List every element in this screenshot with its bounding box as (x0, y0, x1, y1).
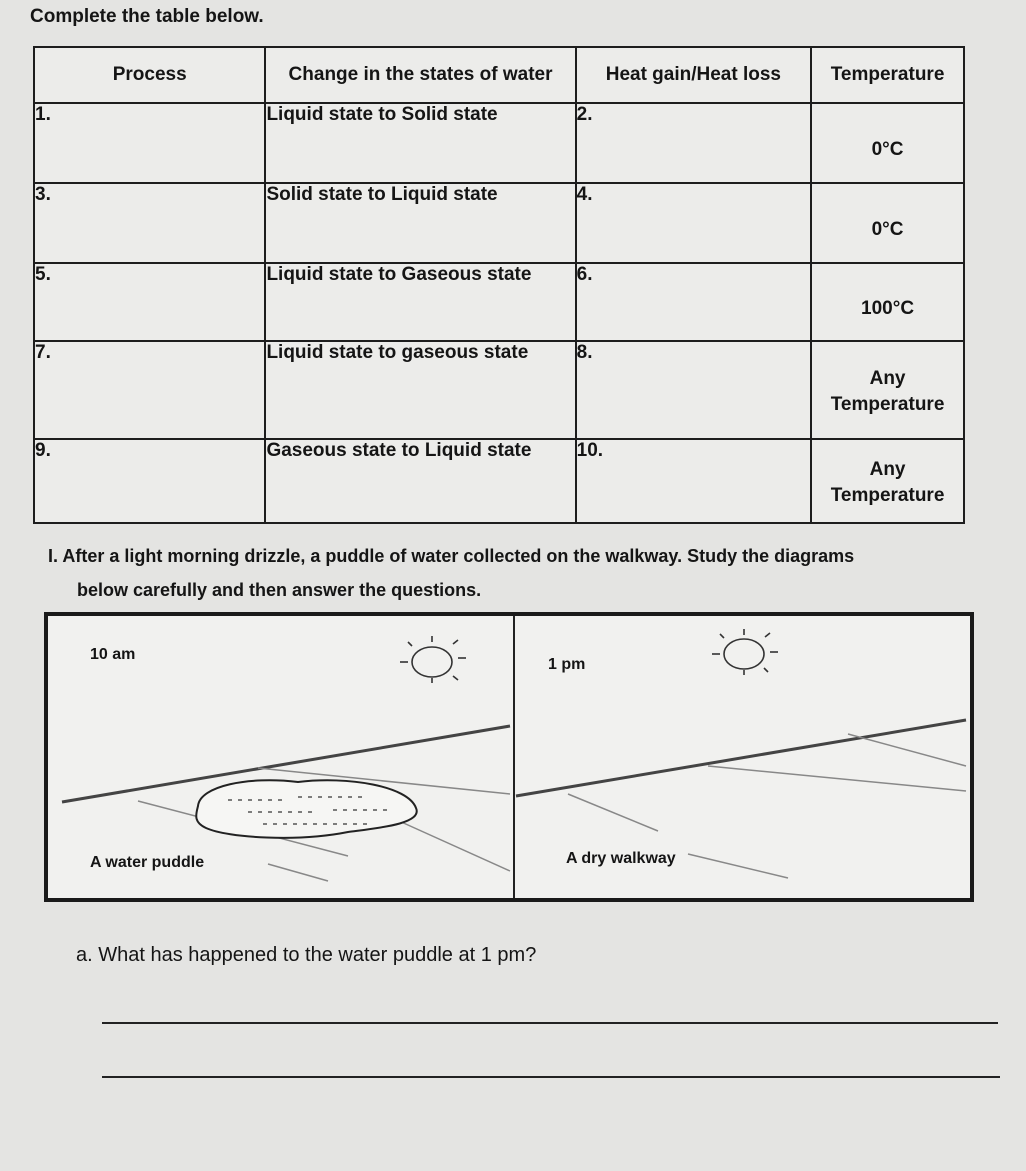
process-cell[interactable]: 3. (34, 183, 265, 263)
change-cell: Liquid state to gaseous state (265, 341, 575, 439)
answer-line[interactable] (102, 1076, 1000, 1078)
temperature-cell: Any Temperature (811, 439, 964, 523)
caption-dry-walkway: A dry walkway (566, 850, 676, 867)
temperature-cell: Any Temperature (811, 341, 964, 439)
heat-cell[interactable]: 8. (576, 341, 811, 439)
temperature-cell: 0°C (811, 103, 964, 183)
question-a: a. What has happened to the water puddle at 1 pm? (76, 944, 537, 966)
change-cell: Liquid state to Solid state (265, 103, 575, 183)
table-row (34, 183, 964, 263)
temperature-cell: 100°C (811, 263, 964, 341)
answer-line[interactable] (102, 1022, 998, 1024)
header-temperature: Temperature (811, 47, 964, 103)
instruction: Complete the table below. (30, 6, 264, 27)
heat-cell[interactable]: 4. (576, 183, 811, 263)
heat-cell[interactable]: 6. (576, 263, 811, 341)
walkway-line (388, 816, 510, 871)
question-intro: I. After a light morning drizzle, a puddle of water collected on the walkway. Study the diagrams (48, 546, 855, 566)
states-of-water-table (33, 46, 965, 524)
sun-icon (400, 636, 466, 683)
heat-cell[interactable]: 2. (576, 103, 811, 183)
change-cell: Solid state to Liquid state (265, 183, 575, 263)
walkway-line (268, 864, 328, 881)
header-heat: Heat gain/Heat loss (576, 47, 811, 103)
process-cell[interactable]: 5. (34, 263, 265, 341)
time-label-1pm: 1 pm (548, 656, 586, 673)
caption-water-puddle: A water puddle (90, 854, 205, 871)
puddle-diagram (44, 612, 974, 902)
process-cell[interactable]: 1. (34, 103, 265, 183)
temperature-cell: 0°C (811, 183, 964, 263)
table-row (34, 263, 964, 341)
process-cell[interactable]: 9. (34, 439, 265, 523)
walkway-line (848, 734, 966, 766)
sun-icon (712, 629, 778, 675)
table-row (34, 341, 964, 439)
heat-cell[interactable]: 10. (576, 439, 811, 523)
header-process: Process (34, 47, 265, 103)
change-cell: Gaseous state to Liquid state (265, 439, 575, 523)
question-intro-continued: below carefully and then answer the questions. (77, 580, 482, 600)
change-cell: Liquid state to Gaseous state (265, 263, 575, 341)
walkway-line (688, 854, 788, 878)
header-change: Change in the states of water (265, 47, 575, 103)
table-row (34, 103, 964, 183)
process-cell[interactable]: 7. (34, 341, 265, 439)
walkway-line (568, 794, 658, 831)
table-row (34, 439, 964, 523)
walkway-line (708, 766, 966, 791)
time-label-10am: 10 am (90, 646, 136, 663)
water-puddle (196, 780, 417, 838)
